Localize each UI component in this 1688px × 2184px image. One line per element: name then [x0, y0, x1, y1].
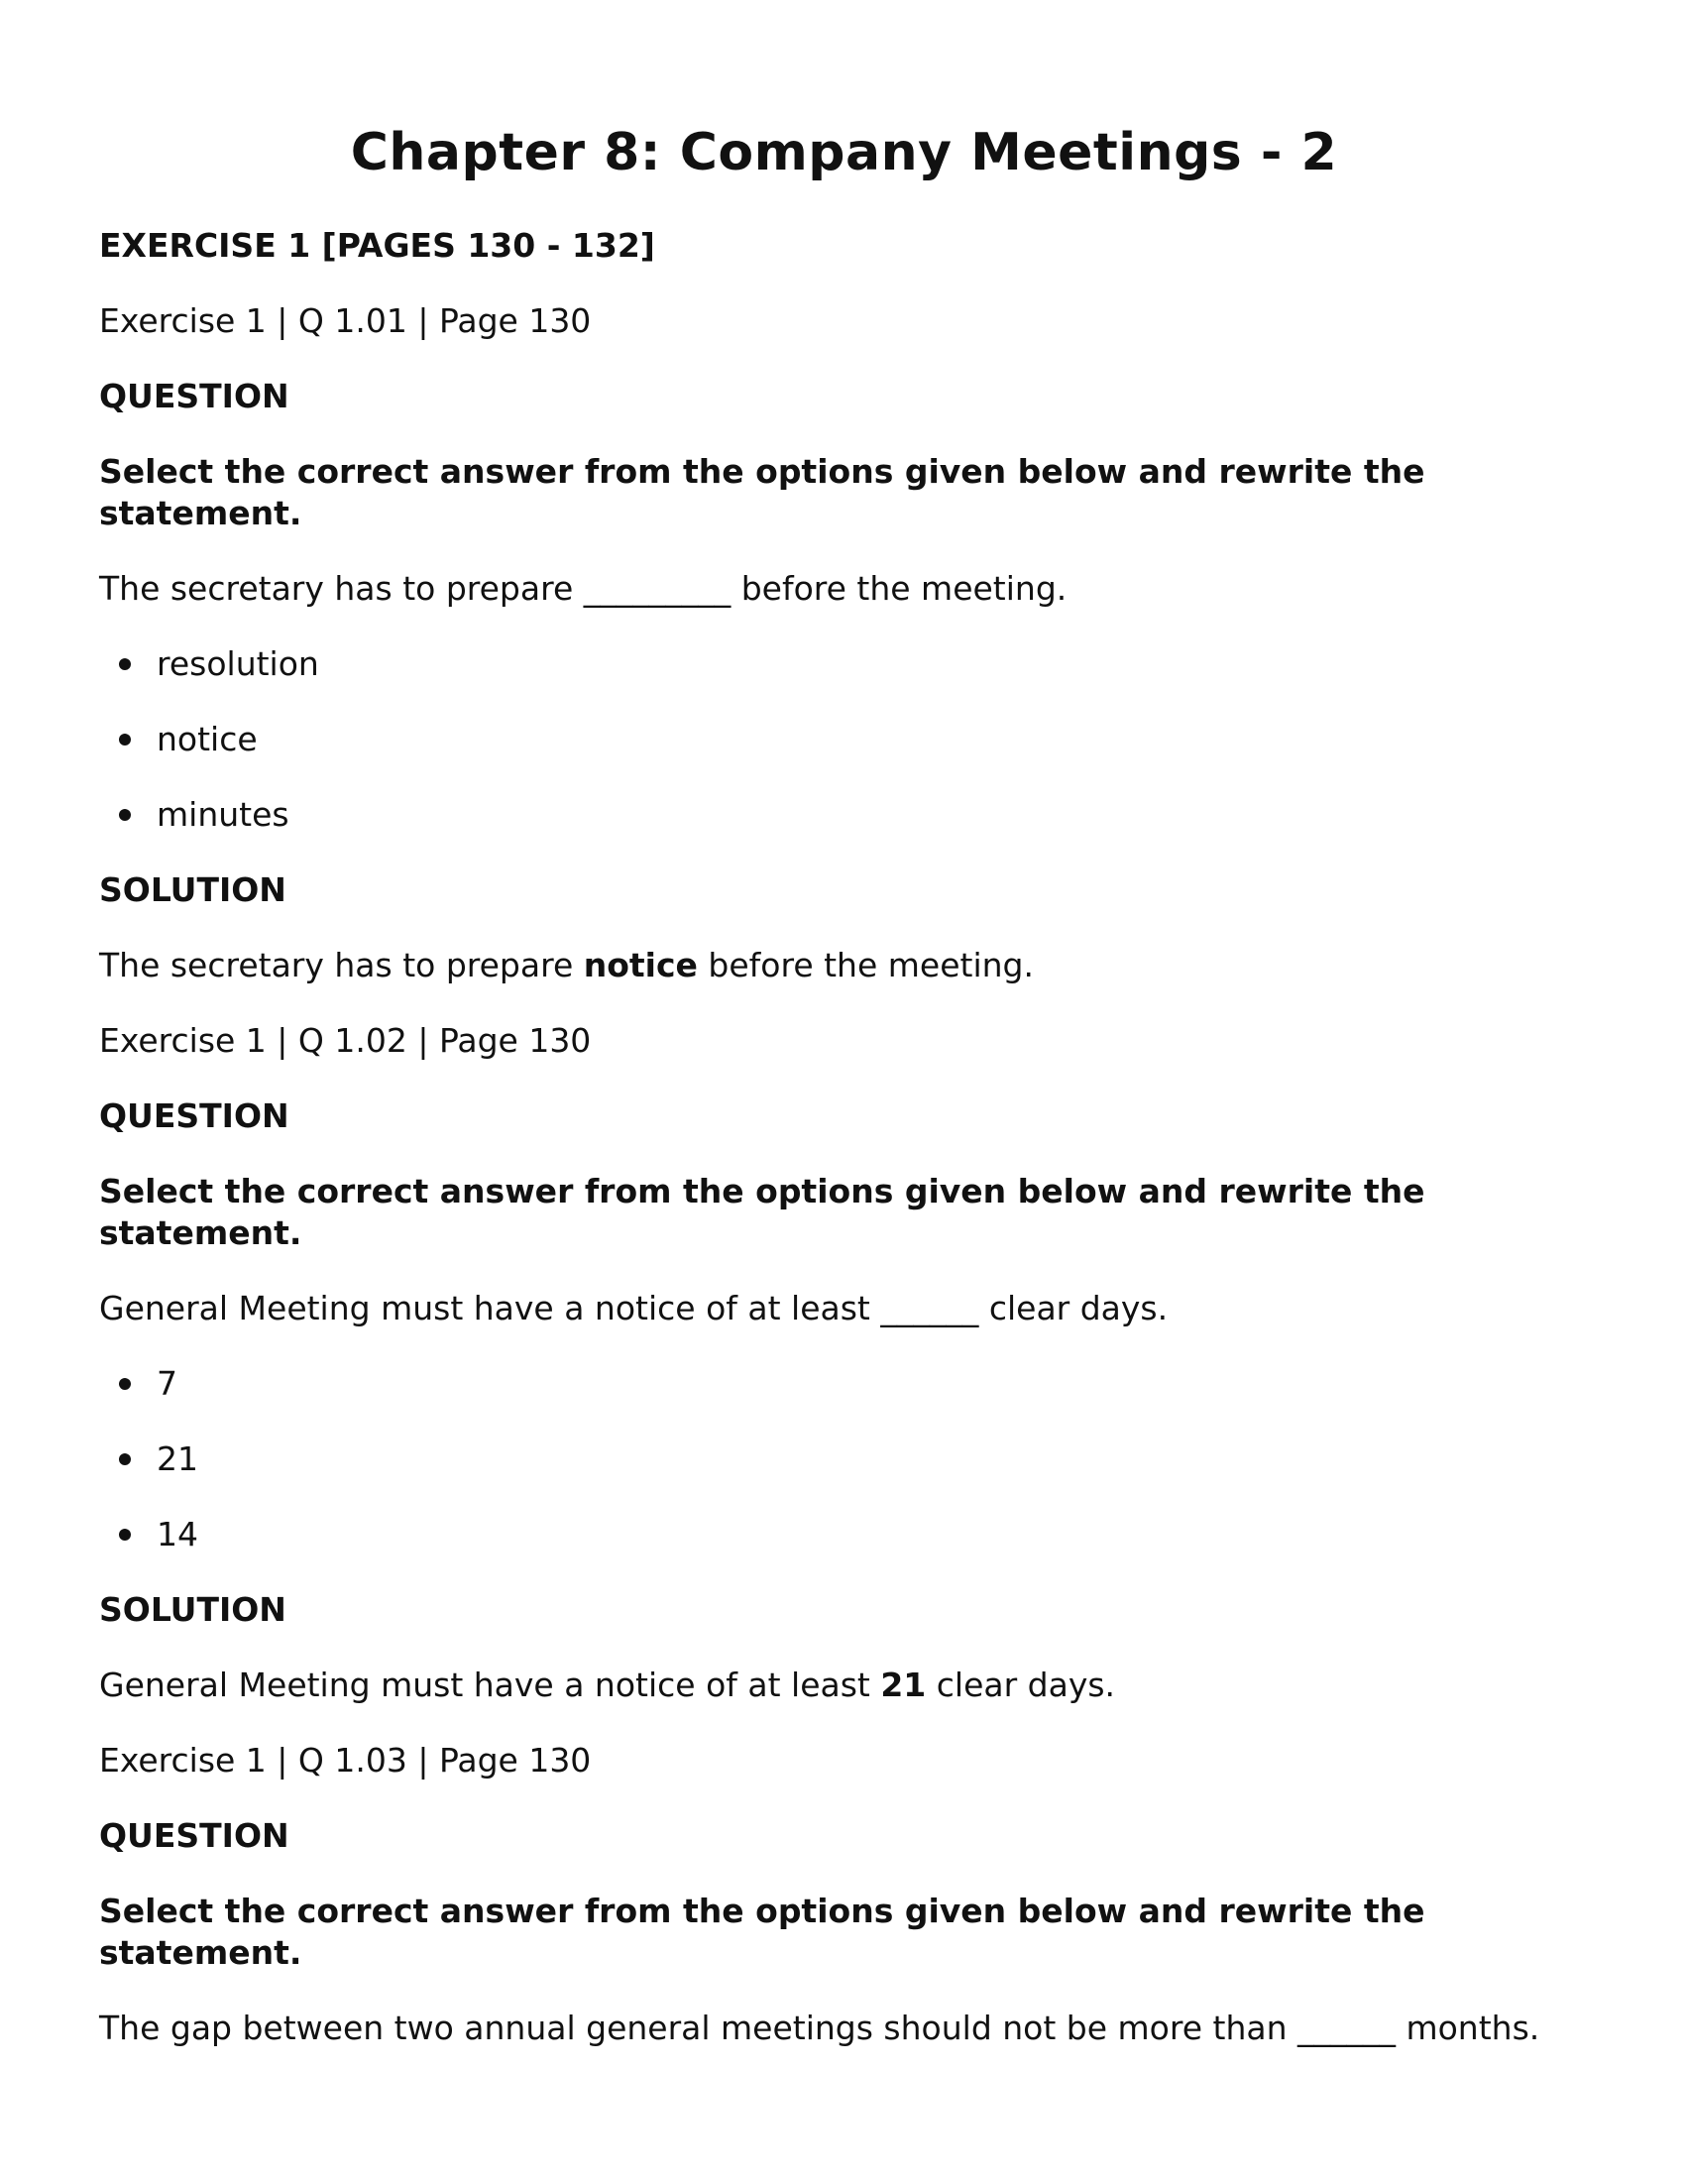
exercise-heading: EXERCISE 1 [PAGES 130 - 132] — [99, 226, 655, 265]
chapter-title: Chapter 8: Company Meetings - 2 — [350, 123, 1338, 182]
q1-reference: Exercise 1 | Q 1.01 | Page 130 — [99, 301, 592, 340]
q1-instruction: Select the correct answer from the options given below and rewrite the statement. — [99, 452, 1425, 532]
bullet-icon — [119, 1529, 131, 1541]
q3-reference: Exercise 1 | Q 1.03 | Page 130 — [99, 1741, 592, 1780]
q3-instruction: Select the correct answer from the options given below and rewrite the statement. — [99, 1892, 1425, 1972]
q2-option-3-label: 14 — [157, 1515, 198, 1553]
bullet-icon — [119, 1378, 131, 1390]
q1-option-1 — [157, 643, 319, 685]
bullet-icon — [119, 809, 131, 821]
q1-statement: The secretary has to prepare _________ before the meeting. — [99, 569, 1068, 608]
q2-option-2-label: 21 — [157, 1439, 198, 1478]
q1-option-3 — [157, 794, 289, 836]
q2-solution-pre: General Meeting must have a notice of at least — [99, 1666, 881, 1704]
q1-option-3-label: minutes — [157, 795, 289, 834]
q2-solution-label: SOLUTION — [99, 1590, 286, 1629]
q1-solution — [99, 945, 1589, 986]
q1-solution-pre: The secretary has to prepare — [99, 946, 584, 984]
q2-solution — [99, 1665, 1589, 1706]
q1-option-2 — [157, 719, 258, 760]
bullet-icon — [119, 1453, 131, 1465]
q2-instruction: Select the correct answer from the options given below and rewrite the statement. — [99, 1172, 1425, 1252]
q2-solution-answer: 21 — [880, 1666, 927, 1704]
q1-solution-post: before the meeting. — [697, 946, 1034, 984]
q2-reference: Exercise 1 | Q 1.02 | Page 130 — [99, 1021, 592, 1060]
q2-question-label: QUESTION — [99, 1096, 289, 1135]
q1-solution-label: SOLUTION — [99, 870, 286, 909]
q2-option-2 — [157, 1438, 198, 1480]
q1-question-label: QUESTION — [99, 377, 289, 415]
q1-option-2-label: notice — [157, 720, 258, 758]
q2-option-1-label: 7 — [157, 1364, 177, 1403]
q2-solution-post: clear days. — [926, 1666, 1116, 1704]
q1-option-1-label: resolution — [157, 644, 319, 683]
bullet-icon — [119, 658, 131, 670]
q3-question-label: QUESTION — [99, 1816, 289, 1855]
q3-statement: The gap between two annual general meetings should not be more than ______ months. — [99, 2009, 1540, 2047]
q1-solution-answer: notice — [583, 946, 698, 984]
q2-statement: General Meeting must have a notice of at least ______ clear days. — [99, 1289, 1169, 1327]
q2-option-3 — [157, 1514, 198, 1555]
q2-option-1 — [157, 1363, 177, 1405]
bullet-icon — [119, 734, 131, 746]
